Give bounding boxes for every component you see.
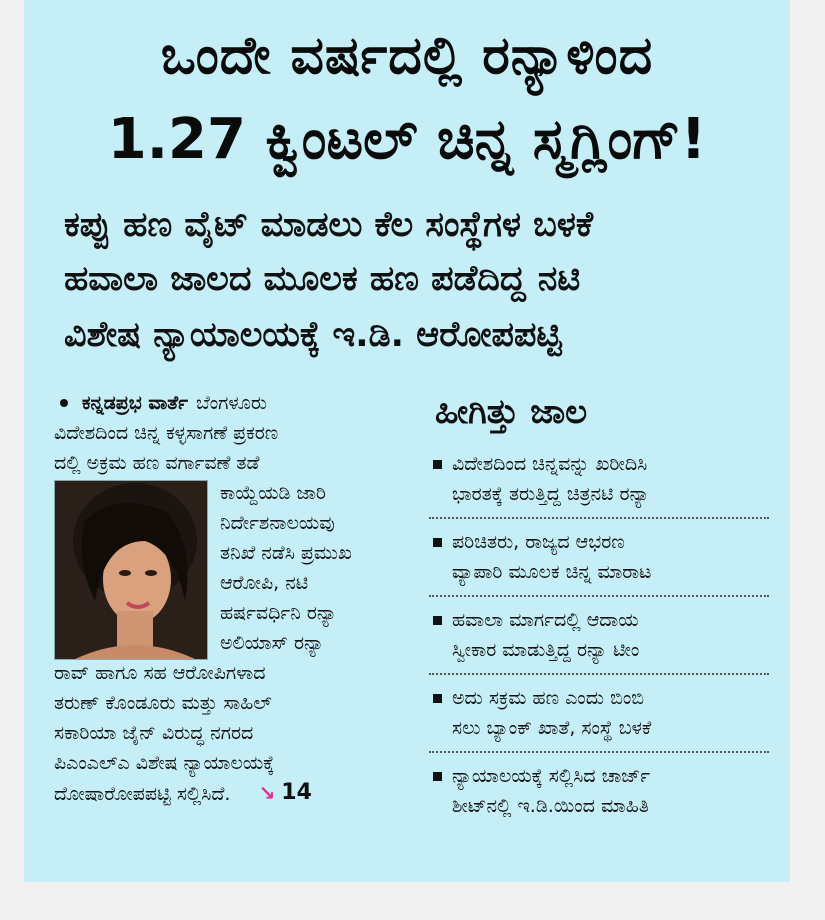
sidebar-point-text: ವಿದೇಶದಿಂದ ಚಿನ್ನವನ್ನು ಖರೀದಿಸಿ ಭಾರತಕ್ಕೆ ತರುತ್ತಿದ್ದ ಚಿತ್ರನಟಿ ರನ್ಯಾ — [452, 453, 650, 506]
sidebar-point — [429, 441, 769, 519]
dateline: ಬೆಂಗಳೂರು — [195, 392, 267, 414]
article-line: ತರುಣ್ ಕೊಂಡೂರು ಮತ್ತು ಸಾಹಿಲ್ — [54, 692, 272, 714]
subheadline-3: ವಿಶೇಷ ನ್ಯಾಯಾಲಯಕ್ಕೆ ಇ.ಡಿ. ಆರೋಪಪಟ್ಟಿ — [64, 315, 562, 355]
continued-page-link[interactable] — [259, 778, 312, 808]
article-body — [54, 388, 426, 809]
article-line: ಅಲಿಯಾಸ್ ರನ್ಯಾ — [220, 632, 324, 654]
sidebar-points — [429, 441, 769, 829]
square-bullet-icon — [433, 460, 442, 469]
sidebar-point — [429, 519, 769, 597]
sidebar-point-text: ಪರಿಚಿತರು, ರಾಜ್ಯದ ಆಭರಣ ವ್ಯಾಪಾರಿ ಮೂಲಕ ಚಿನ್ನ ಮಾರಾಟ — [452, 531, 652, 584]
subheadline-1: ಕಪ್ಪು ಹಣ ವೈಟ್ ಮಾಡಲು ಕೆಲ ಸಂಸ್ಥೆಗಳ ಬಳಕೆ — [64, 205, 593, 245]
headline-line-2: 1.27 ಕ್ವಿಂಟಲ್ ಚಿನ್ನ ಸ್ಮಗ್ಲಿಂಗ್! — [107, 107, 707, 172]
photo-wrap-area — [54, 478, 426, 658]
headline-line-1: ಒಂದೇ ವರ್ಷದಲ್ಲಿ ರನ್ಯಾಳಿಂದ — [160, 26, 654, 86]
sidebar-point — [429, 675, 769, 753]
sidebar-box — [429, 394, 769, 829]
bullet-icon — [60, 399, 68, 407]
article-line: ಹರ್ಷವರ್ಧಿನಿ ರನ್ಯಾ — [220, 602, 337, 624]
article-line: ಕಾಯ್ದೆಯಡಿ ಜಾರಿ — [220, 482, 326, 504]
sidebar-title: ಹೀಗಿತ್ತು ಜಾಲ — [435, 392, 588, 432]
subheadline-2: ಹವಾಲಾ ಜಾಲದ ಮೂಲಕ ಹಣ ಪಡೆದಿದ್ದ ನಟಿ — [64, 259, 581, 299]
article-line: ಆರೋಪಿ, ನಟಿ — [220, 572, 309, 594]
byline — [54, 388, 426, 418]
sidebar-point-text: ನ್ಯಾಯಾಲಯಕ್ಕೆ ಸಲ್ಲಿಸಿದ ಚಾರ್ಜ್ ಶೀಟ್‌ನಲ್ಲಿ ಇ.ಡಿ.ಯಿಂದ ಮಾಹಿತಿ — [452, 765, 651, 818]
article-line: ತನಿಖೆ ನಡೆಸಿ ಪ್ರಮುಖ — [220, 542, 352, 564]
article-line: ರಾವ್ ಹಾಗೂ ಸಹ ಆರೋಪಿಗಳಾದ — [54, 662, 266, 684]
news-source: ಕನ್ನಡಪ್ರಭ ವಾರ್ತೆ — [82, 392, 188, 414]
sidebar-point-text: ಹವಾಲಾ ಮಾರ್ಗದಲ್ಲಿ ಆದಾಯ ಸ್ವೀಕಾರ ಮಾಡುತ್ತಿದ್ದ ರನ್ಯಾ ಟೀಂ — [452, 609, 640, 662]
actress-photo — [54, 480, 208, 660]
square-bullet-icon — [433, 538, 442, 547]
article-line: ಪಿಎಂಎಲ್‌ಎ ವಿಶೇಷ ನ್ಯಾಯಾಲಯಕ್ಕೆ — [54, 752, 275, 774]
article-line: ವಿದೇಶದಿಂದ ಚಿನ್ನ ಕಳ್ಳಸಾಗಣೆ ಪ್ರಕರಣ — [54, 422, 279, 444]
continued-page-number: 14 — [281, 780, 312, 805]
article-line: ಸಕಾರಿಯಾ ಜೈನ್ ವಿರುದ್ಧ ನಗರದ — [54, 722, 254, 744]
sidebar-point — [429, 753, 769, 829]
article-line: ದಲ್ಲಿ ಅಕ್ರಮ ಹಣ ವರ್ಗಾವಣೆ ತಡೆ — [54, 452, 260, 474]
square-bullet-icon — [433, 694, 442, 703]
square-bullet-icon — [433, 616, 442, 625]
news-clipping — [24, 0, 790, 882]
sidebar-point — [429, 597, 769, 675]
article-last-line — [54, 778, 426, 809]
article-line: ನಿರ್ದೇಶನಾಲಯವು — [220, 512, 335, 534]
arrow-down-right-icon: ↘ — [258, 781, 276, 805]
square-bullet-icon — [433, 772, 442, 781]
sidebar-point-text: ಅದು ಸಕ್ರಮ ಹಣ ಎಂದು ಬಿಂಬಿ ಸಲು ಬ್ಯಾಂಕ್ ಖಾತೆ, ಸಂಸ್ಥೆ ಬಳಕೆ — [452, 687, 652, 740]
article-line: ದೋಷಾರೋಪಪಟ್ಟಿ ಸಲ್ಲಿಸಿದೆ. — [54, 783, 231, 805]
